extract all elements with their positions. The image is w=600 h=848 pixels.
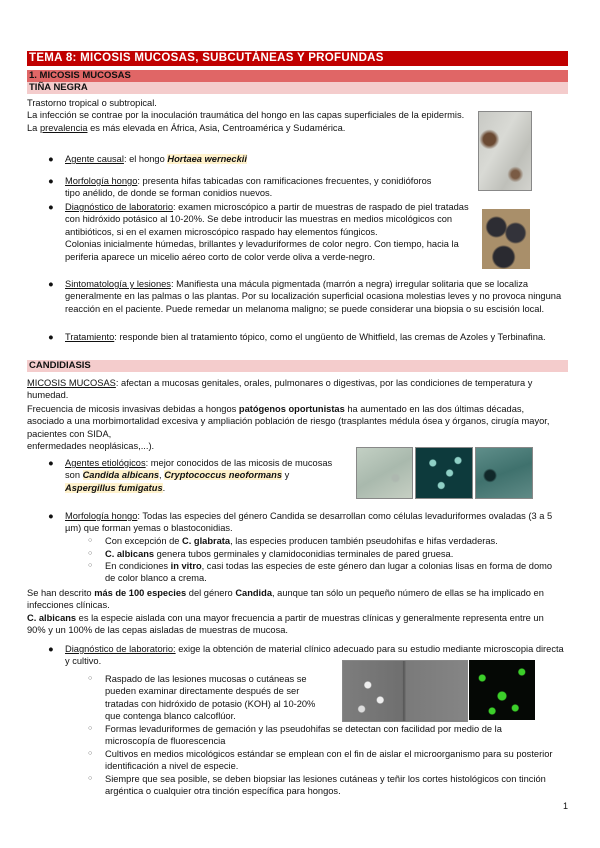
microscopy-image-aspergillus [475, 447, 533, 499]
circle-bullet-icon: ○ [88, 562, 93, 569]
paragraph [27, 403, 557, 453]
text: Trastorno tropical o subtropical. [27, 98, 157, 108]
subsection-heading-candidiasis: CANDIDIASIS [27, 360, 568, 372]
bullet-icon: ● [48, 202, 54, 212]
bullet-icon: ● [48, 332, 54, 342]
text: , las especies producen también pseudohifas e hifas verdaderas. [230, 536, 498, 546]
label: Diagnóstico de laboratorio [65, 202, 174, 212]
label: Diagnóstico de laboratorio: [65, 644, 176, 654]
text: La infección se contrae por la inoculación traumática del hongo en las capas superficiales de la epidermis. [27, 110, 465, 121]
text: : examen microscópico a partir de muestras de raspado de piel tratadas con hidróxido potásico al 10-20%. Se debe introducir las muestras en medios micológicos con antibióticos, si en el examen microscópico raspado hay elementos fúngicos. [65, 202, 469, 237]
text [105, 723, 502, 748]
circle-bullet-icon: ○ [88, 775, 93, 782]
label: MICOSIS MUCOSAS [27, 378, 116, 388]
circle-bullet-icon: ○ [88, 750, 93, 757]
text: , [159, 470, 165, 481]
text: . [162, 482, 166, 493]
label: Agente causal [65, 154, 124, 164]
paragraph [27, 612, 547, 637]
highlight: Cryptococcus neoformans [164, 470, 283, 481]
text: La [27, 122, 40, 133]
bullet-icon: ● [48, 154, 54, 164]
text: Con excepción de [105, 536, 183, 546]
microscopy-image-cryptococcus [415, 447, 473, 499]
text: : Todas las especies del género Candida se desarrollan como células levaduriformes ovaladas (3 a 5 µm) que forman yemas o blastoconidias. [65, 511, 553, 534]
label: Agentes etiológicos [65, 458, 146, 468]
circle-bullet-icon: ○ [88, 675, 93, 682]
highlight: Candida albicans [82, 470, 160, 481]
text: exige la obtención de material clínico adecuado para su estudio mediante microscopia directa y cultivo. [65, 644, 564, 667]
highlight: Aspergillus fumigatus [65, 482, 163, 493]
label: Sintomatología y lesiones [65, 279, 171, 289]
text: Formas levaduriformes de gemación y las pseudohifas se detectan con facilidad por medio de la microscopía de fluorescencia [105, 724, 502, 747]
text: : responde bien al tratamiento tópico, como el ungüento de Whitfield, las cremas de Azoles y Terbinafina. [114, 332, 546, 342]
bullet-icon: ● [48, 176, 54, 186]
bold-text: patógenos oportunistas [238, 404, 345, 414]
label: Morfología hongo [65, 176, 138, 186]
bullet-icon: ● [48, 458, 54, 468]
text [27, 122, 467, 134]
subsection-heading-tina-negra: TIÑA NEGRA [27, 82, 568, 94]
label: Tratamiento [65, 332, 115, 342]
text: Frecuencia de micosis invasivas debidas a hongos [27, 404, 239, 414]
colony-image-hortaea [482, 209, 530, 269]
text: : mejor conocidos de las micosis de mucosas son [65, 458, 333, 481]
label: prevalencia [39, 122, 88, 133]
bold-text: C. albicans [27, 613, 77, 623]
bullet-icon: ● [48, 511, 54, 521]
paragraph [27, 377, 552, 402]
text: , aunque tan sólo un pequeño número de ellas se ha implicado en infecciones clínicas. [27, 588, 544, 611]
page-number: 1 [562, 801, 568, 811]
text: y [282, 470, 290, 481]
text: : el hongo [123, 154, 168, 164]
bold-text: in vitro [170, 561, 202, 571]
text: : Manifiesta una mácula pigmentada (marrón a negra) irregular solitaria que se localiza generalmente en las palmas o las plantas. Por su localización superficial ocasiona molestias leves y no provoca ninguna reacción en el paciente. Puede remedar un melanoma maligno; se puede considerar una biopsia o su escisión local. [65, 279, 562, 314]
text: es más elevada en África, Asia, Centroamérica y Sudamérica. [87, 122, 346, 133]
paragraph [27, 587, 557, 612]
text: Se han descrito [27, 588, 95, 598]
text: , casi todas las especies de este género dan lugar a colonias lisas en forma de domo de color blanco a crema. [105, 561, 553, 584]
circle-bullet-icon: ○ [88, 725, 93, 732]
bold-text: C. glabrata [182, 536, 231, 546]
text: es la especie aislada con una mayor frecuencia a partir de muestras clínicas y generalmente representa entre un 90% y un 100% de las cepas aisladas de muestras de mucosa. [27, 613, 544, 636]
text: del género [186, 588, 236, 598]
text: Raspado de las lesiones mucosas o cutáneas se pueden examinar directamente después de ser tratadas con hidróxido de potasio (KOH) al 10-20% que contenga blanco calcoflúor. [105, 674, 316, 722]
bold-text: Candida [235, 588, 272, 598]
text: En condiciones [105, 561, 171, 571]
bullet-icon: ● [48, 279, 54, 289]
bullet-icon: ● [48, 644, 54, 654]
text: genera tubos germinales y clamidoconidias terminales de pared gruesa. [154, 549, 454, 559]
bold-text: C. albicans [105, 549, 155, 559]
text: : presenta hifas tabicadas con ramificaciones frecuentes, y conidióforos tipo anélido, de donde se forman conidios nuevos. [65, 176, 432, 199]
microscopy-image-candida [356, 447, 413, 499]
bold-text: más de 100 especies [94, 588, 187, 598]
circle-bullet-icon: ○ [88, 550, 93, 557]
fluorescence-image-calcofluor [469, 660, 535, 720]
text: Colonias inicialmente húmedas, brillantes y levaduriformes de color negro. Con tiempo, hacia la periferia aparece un micelio aéreo corto de color verde oliva a verde-negro. [65, 239, 459, 262]
document-title: TEMA 8: MICOSIS MUCOSAS, SUBCUTÁNEAS Y PROFUNDAS [27, 51, 568, 66]
text: Cultivos en medios micológicos estándar se emplean con el fin de aislar el microorganismo para su posterior identificación a nivel de especie. [105, 749, 553, 772]
highlight: Hortaea werneckii [167, 154, 247, 164]
microscopy-image-koh [342, 660, 468, 722]
paragraph [27, 97, 467, 134]
microscopy-image-hortaea [478, 111, 532, 191]
circle-bullet-icon: ○ [88, 537, 93, 544]
text: enfermedades neoplásicas,...). [27, 441, 155, 452]
label: Morfología hongo [65, 511, 138, 521]
section-heading-micosis-mucosas: 1. MICOSIS MUCOSAS [27, 70, 568, 82]
text: Siempre que sea posible, se deben biopsiar las lesiones cutáneas y teñir los cortes histológicos con tinción argéntica o cualquier otra tinción específica para hongos. [105, 774, 546, 797]
text: : afectan a mucosas genitales, orales, pulmonares o digestivas, por las condiciones de temperatura y humedad. [27, 378, 533, 401]
text: ha aumentado en las dos últimas décadas, asociado a una morbimortalidad excesiva y ampliación población de riesgo (trasplantes médula ósea y órganos, cirugía mayor, pacientes con SIDA, [27, 404, 550, 439]
